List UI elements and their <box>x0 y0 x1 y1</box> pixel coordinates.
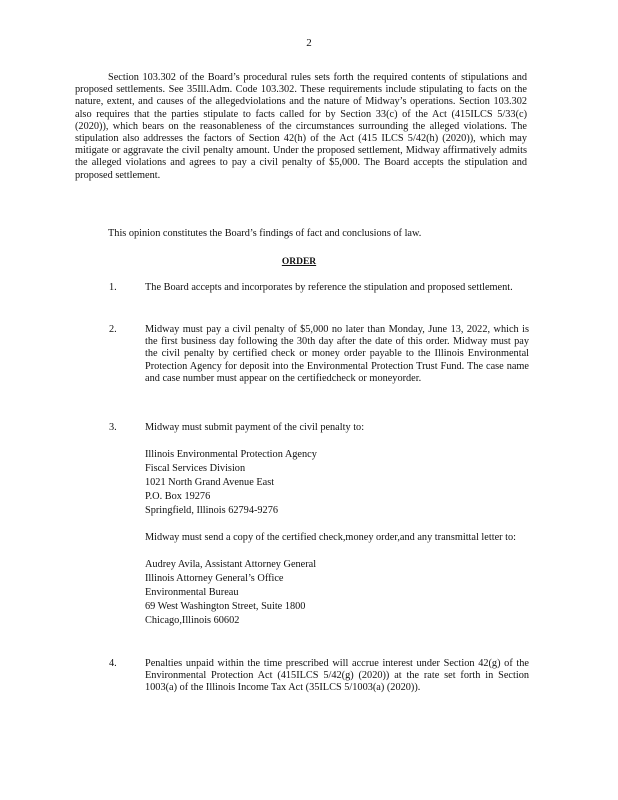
order-item-number: 1. <box>109 282 117 293</box>
order-item-1 <box>109 282 529 294</box>
address-line: 69 West Washington Street, Suite 1800 <box>145 601 306 613</box>
order-item-number: 2. <box>109 324 117 335</box>
address-line: Audrey Avila, Assistant Attorney General <box>145 559 317 571</box>
address-block-agency <box>145 448 529 518</box>
address-line: Illinois Environmental Protection Agency <box>145 449 317 461</box>
address-line: Chicago,Illinois 60602 <box>145 615 240 627</box>
address-line: Illinois Attorney General’s Office <box>145 573 284 585</box>
order-item-number: 4. <box>109 658 117 669</box>
order-item-text: Midway must submit payment of the civil penalty to: <box>145 422 365 433</box>
order-item-text-copy: Midway must send a copy of the certified check,money order,and any transmittal letter to: <box>145 532 517 544</box>
address-line: 1021 North Grand Avenue East <box>145 477 275 489</box>
order-item-number: 3. <box>109 422 117 433</box>
order-item-3 <box>109 422 529 642</box>
order-item-text: The Board accepts and incorporates by reference the stipulation and proposed settlement. <box>145 282 513 293</box>
address-block-attorney <box>145 558 529 628</box>
paragraph-stipulation: Section 103.302 of the Board’s procedural rules sets forth the required contents of stipulations and proposed settlements. See 35Ill.Adm. Code 103.302. These requirements include stipulating to facts on the nature, extent, and causes of the allegedviolations and the nature of Midway’s operations. Section 103.302 also requires that the parties stipulate to facts called for by Section 33(c) of the Act (415ILCS 5/33(c) (2020)), which bears on the reasonableness of the circumstances surrounding the alleged violations. The stipulation also addresses the factors of Section 42(h) of the Act (415 ILCS 5/42(h) (2020)), which may mitigate or aggravate the civil penalty amount. Under the proposed settlement, Midway affirmatively admits the alleged violations and agrees to pay a civil penalty of $5,000. The Board accepts the stipulation and proposed settlement. <box>75 72 527 181</box>
order-item-4 <box>109 658 529 695</box>
page-number: 2 <box>306 37 312 49</box>
address-line: Springfield, Illinois 62794-9276 <box>145 505 278 517</box>
address-line: Environmental Bureau <box>145 587 239 599</box>
paragraph-findings: This opinion constitutes the Board’s findings of fact and conclusions of law. <box>108 228 422 239</box>
address-line: Fiscal Services Division <box>145 463 246 475</box>
order-item-text: Midway must pay a civil penalty of $5,000 no later than Monday, June 13, 2022, which is the first business day following the 30th day after the date of this order. Midway must pay the civil penalty by certified check or money order payable to the Illinois Environmental Protection Agency for deposit into the Environmental Protection Trust Fund. The case name and case number must appear on the certifiedcheck or moneyorder. <box>145 324 529 384</box>
address-line: P.O. Box 19276 <box>145 491 211 503</box>
order-item-2 <box>109 324 529 385</box>
order-item-text: Penalties unpaid within the time prescribed will accrue interest under Section 42(g) of the Environmental Protection Act (415ILCS 5/42(g) (2020)) at the rate set forth in Section 1003(a) of the Illinois Income Tax Act (35ILCS 5/1003(a) (2020)). <box>145 658 529 694</box>
order-heading: ORDER <box>281 257 317 267</box>
